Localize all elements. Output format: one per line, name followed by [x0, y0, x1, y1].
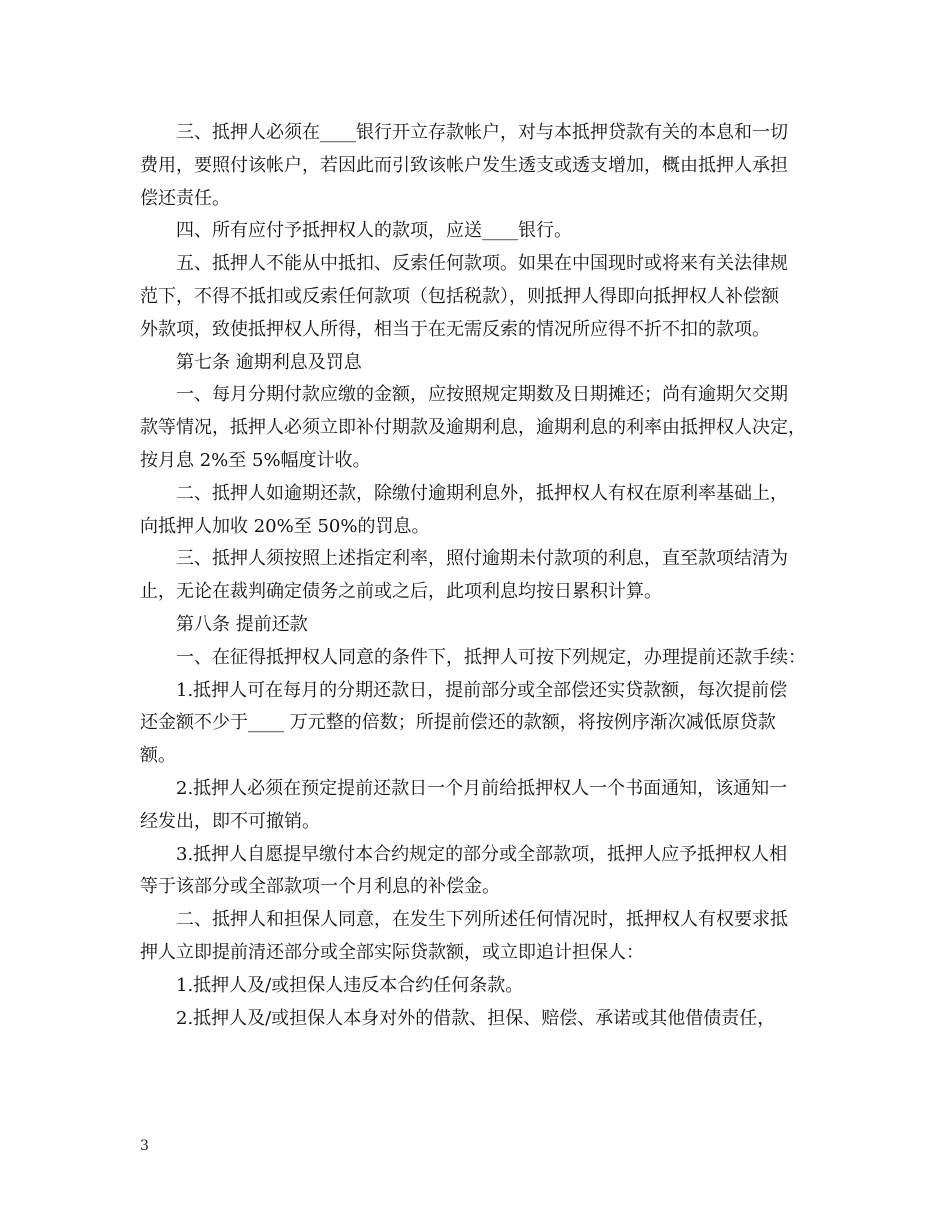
text-line: 三、抵押人须按照上述指定利率，照付逾期未付款项的利息，直至款项结清为: [176, 548, 788, 570]
text-line: 2.抵押人及/或担保人本身对外的借款、担保、赔偿、承诺或其他借债责任，: [176, 1007, 776, 1029]
text-line: 1.抵押人可在每月的分期还款日，提前部分或全部偿还实贷款额，每次提前偿: [176, 679, 788, 701]
text-line: 等于该部分或全部款项一个月利息的补偿金。: [140, 876, 500, 898]
text-line: 经发出，即不可撤销。: [140, 810, 320, 832]
text-line: 2.抵押人必须在预定提前还款日一个月前给抵押权人一个书面通知，该通知一: [176, 777, 788, 799]
text-line: 还金额不少于____ 万元整的倍数；所提前偿还的款额，将按例序渐次减低原贷款: [140, 712, 776, 734]
paragraph-5: [140, 248, 812, 346]
text-line: 费用，要照付该帐户，若因此而引致该帐户发生透支或透支增加，概由抵押人承担: [140, 154, 788, 176]
page-number: 3: [140, 1138, 149, 1154]
paragraph-4: [140, 215, 812, 248]
article-7-heading: [140, 347, 812, 380]
article-7-clause-2: [140, 478, 812, 544]
article-heading: 第七条 逾期利息及罚息: [176, 351, 362, 373]
text-line: 偿还责任。: [140, 187, 230, 209]
article-8-clause-2-item-2: [140, 1003, 812, 1036]
text-line: 二、抵押人和担保人同意，在发生下列所述任何情况时，抵押权人有权要求抵: [176, 909, 788, 931]
document-body: [140, 117, 812, 1035]
text-line: 二、抵押人如逾期还款，除缴付逾期利息外，抵押权人有权在原利率基础上，: [176, 482, 788, 504]
text-line: 押人立即提前清还部分或全部实际贷款额，或立即追计担保人：: [140, 941, 644, 963]
article-7-clause-1: [140, 379, 812, 477]
article-heading: 第八条 提前还款: [176, 613, 308, 635]
paragraph-3-1: [140, 117, 812, 215]
text-line: 止，无论在裁判确定债务之前或之后，此项利息均按日累积计算。: [140, 581, 662, 603]
text-line: 五、抵押人不能从中抵扣、反索任何款项。如果在中国现时或将来有关法律规: [176, 253, 788, 275]
text-line: 一、每月分期付款应缴的金额，应按照规定期数及日期摊还；尚有逾期欠交期: [176, 384, 788, 406]
text-line: 款等情况，抵押人必须立即补付期款及逾期利息，逾期利息的利率由抵押权人决定，: [140, 417, 806, 439]
text-line: 外款项，致使抵押权人所得，相当于在无需反索的情况所应得不折不扣的款项。: [140, 318, 770, 340]
article-8-item-2: [140, 773, 812, 839]
article-7-clause-3: [140, 543, 812, 609]
text-line: 额。: [140, 745, 176, 767]
text-line: 1.抵押人及/或担保人违反本合约任何条款。: [176, 974, 524, 996]
article-8-clause-2-item-1: [140, 970, 812, 1003]
text-line: 按月息 2%至 5%幅度计收。: [140, 449, 371, 471]
article-8-clause-1: [140, 642, 812, 675]
article-8-clause-2: [140, 904, 812, 970]
article-8-item-1: [140, 675, 812, 773]
text-line: 一、在征得抵押权人同意的条件下，抵押人可按下列规定，办理提前还款手续：: [176, 646, 806, 668]
text-line: 范下，不得不抵扣或反索任何款项（包括税款），则抵押人得即向抵押权人补偿额: [140, 285, 779, 307]
article-8-heading: [140, 609, 812, 642]
text-line: 四、所有应付予抵押权人的款项，应送____银行。: [176, 220, 572, 242]
text-line: 向抵押人加收 20%至 50%的罚息。: [140, 515, 430, 537]
text-line: 3.抵押人自愿提早缴付本合约规定的部分或全部款项，抵押人应予抵押权人相: [176, 843, 788, 865]
article-8-item-3: [140, 839, 812, 905]
text-line: 三、抵押人必须在____银行开立存款帐户，对与本抵押贷款有关的本息和一切: [176, 122, 788, 143]
